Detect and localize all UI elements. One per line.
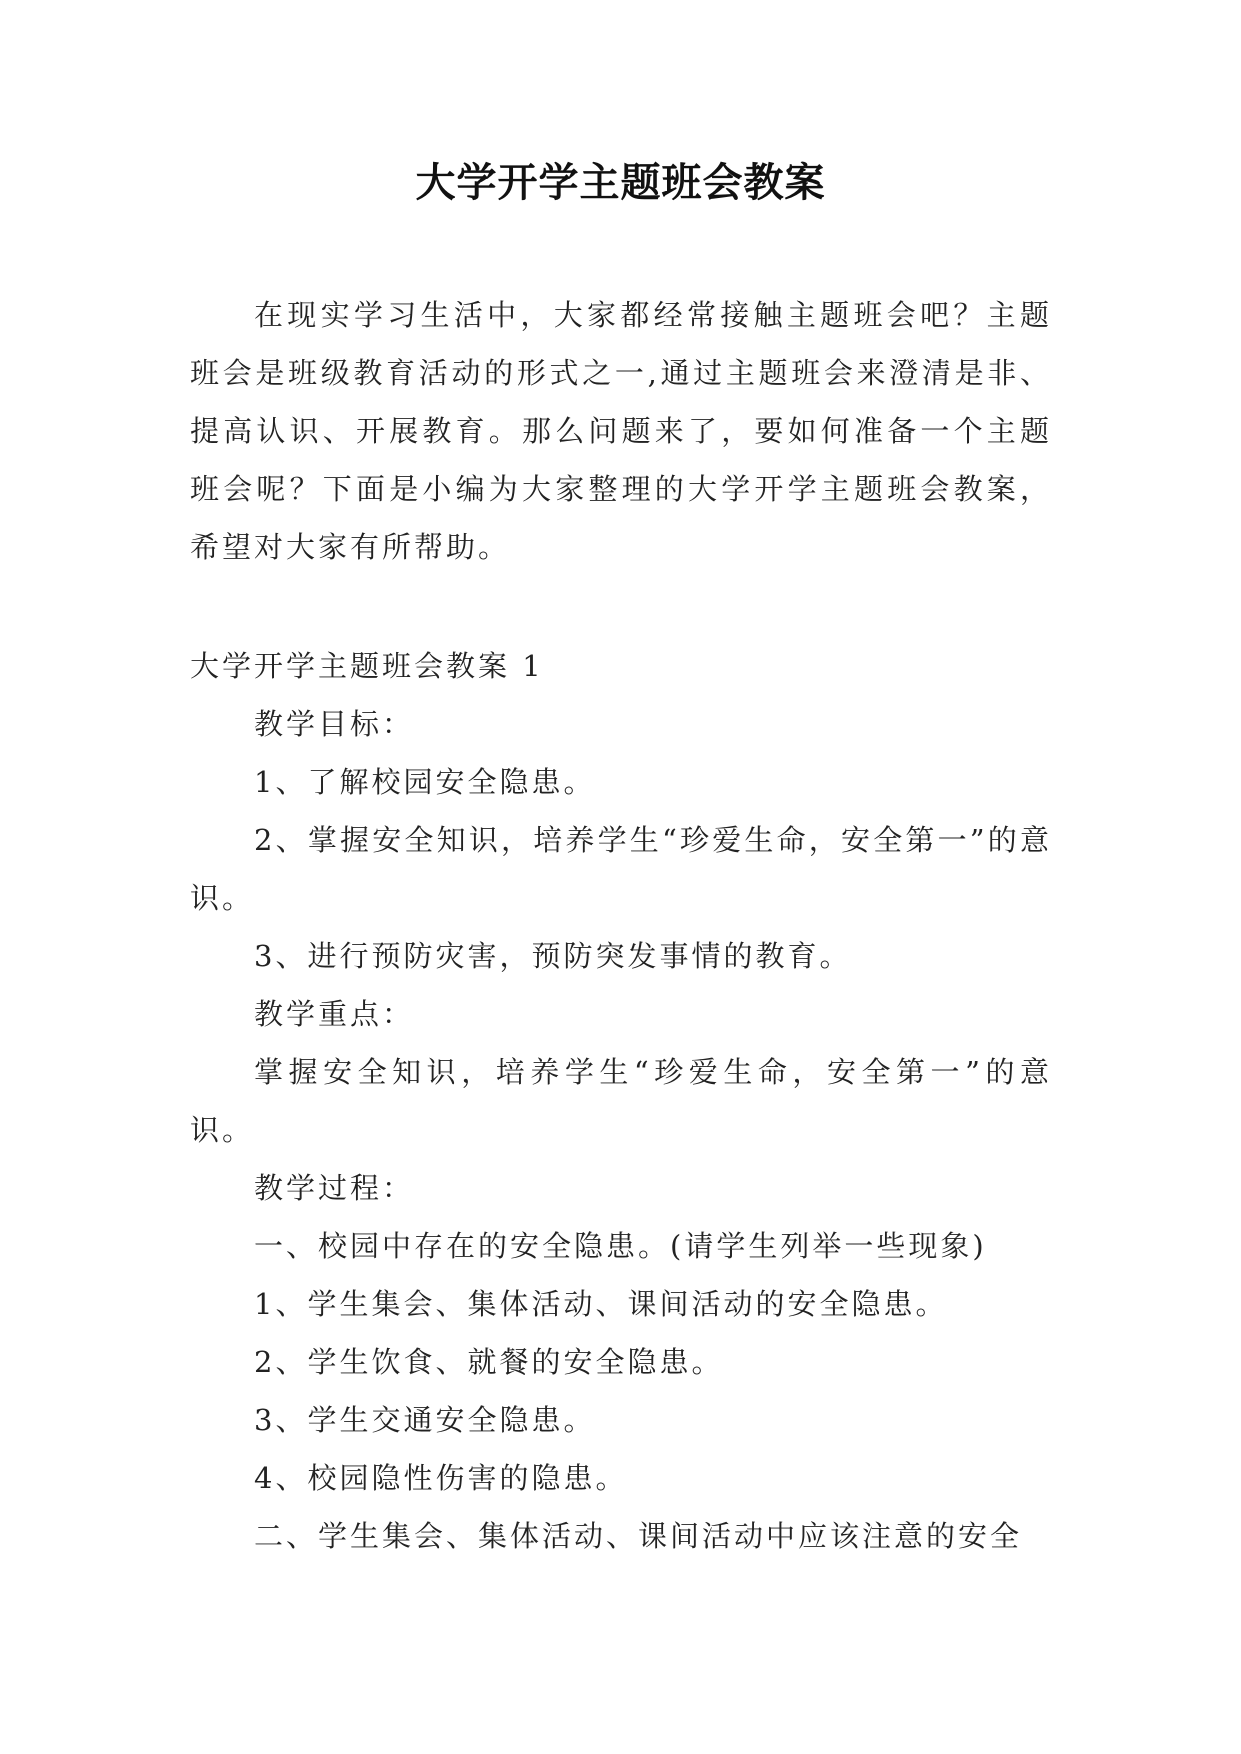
intro-block [190, 286, 1052, 576]
paragraph-hazard-3: 3、学生交通安全隐患。 [254, 1403, 596, 1437]
intro-paragraph: 在现实学习生活中，大家都经常接触主题班会吧？主题班会是班级教育活动的形式之一,通过主题班会来澄清是非、提高认识、开展教育。那么问题来了，要如何准备一个主题班会呢？下面是小编为大家整理的大学开学主题班会教案，希望对大家有所帮助。 [190, 298, 1052, 564]
paragraph-goal-3: 3、进行预防灾害，预防突发事情的教育。 [254, 939, 852, 973]
paragraph-process-part-2: 二、学生集会、集体活动、课间活动中应该注意的安全 [254, 1519, 1023, 1553]
paragraph-key-points: 掌握安全知识，培养学生“珍爱生命，安全第一”的意识。 [190, 1055, 1052, 1147]
paragraph-hazard-1: 1、学生集会、集体活动、课间活动的安全隐患。 [254, 1287, 948, 1321]
paragraph-process-part-1: 一、校园中存在的安全隐患。(请学生列举一些现象) [254, 1229, 987, 1263]
document-title: 大学开学主题班会教案 [415, 160, 826, 206]
paragraph-process-label: 教学过程： [254, 1171, 415, 1205]
paragraph-goal-2: 2、掌握安全知识，培养学生“珍爱生命，安全第一”的意识。 [190, 823, 1052, 915]
section-heading: 大学开学主题班会教案 1 [190, 649, 544, 683]
paragraph-key-points-label: 教学重点： [254, 997, 415, 1031]
paragraph-hazard-4: 4、校园隐性伤害的隐患。 [254, 1461, 628, 1495]
section-1 [190, 637, 1052, 1565]
paragraph-teaching-goals-label: 教学目标： [254, 707, 415, 741]
paragraph-goal-1: 1、了解校园安全隐患。 [254, 765, 596, 799]
paragraph-hazard-2: 2、学生饮食、就餐的安全隐患。 [254, 1345, 724, 1379]
